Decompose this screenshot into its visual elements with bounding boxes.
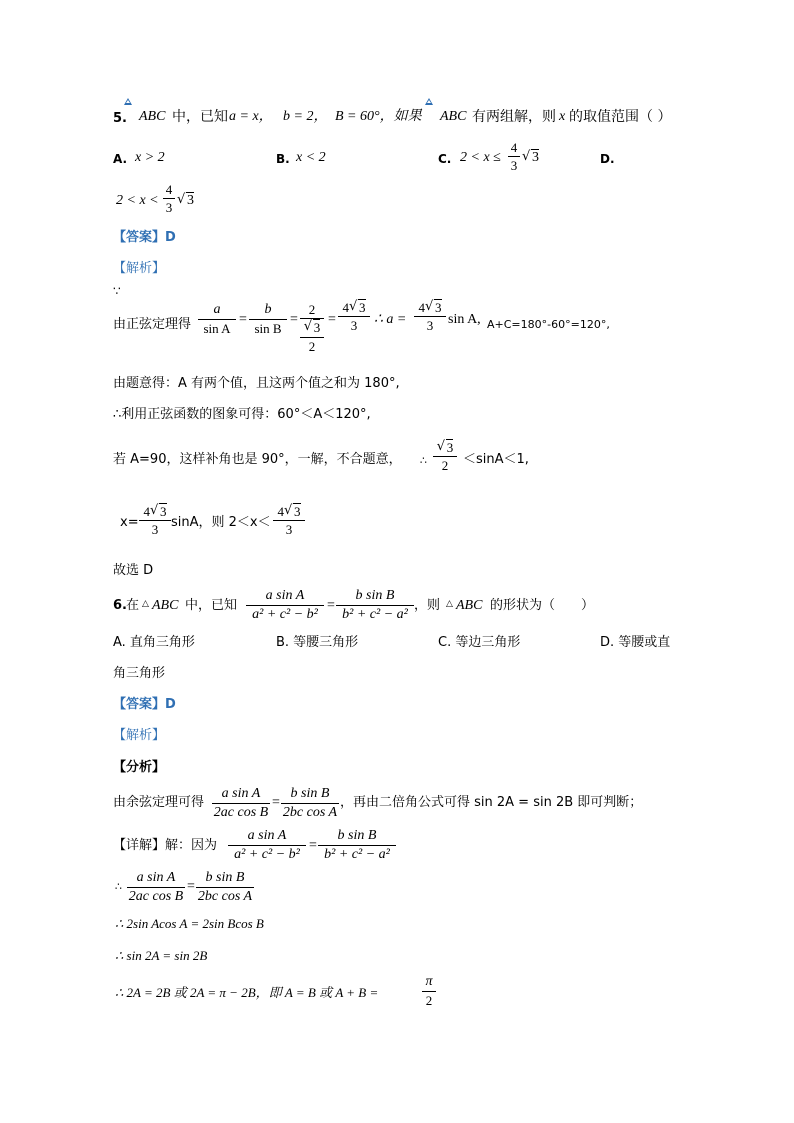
q6-optA: A. 直角三角形 — [113, 635, 195, 650]
q6-frac-g1: a sin A 2ac cos B — [213, 786, 269, 820]
q5-optD-sqrt: √ 3 — [177, 194, 194, 208]
q6-optB: B. 等腰三角形 — [276, 635, 359, 650]
q6-frac-k1: a sin A 2ac cos B — [128, 870, 184, 904]
therefore-symbol: ∴ — [420, 454, 427, 467]
triangle-symbol-icon: △ — [142, 599, 149, 609]
q5-graph-line: ∴利用正弦函数的图象可得：60°＜A＜120°, — [113, 407, 371, 422]
q5-x-eq: x= — [120, 515, 139, 530]
q5-number: 5. — [113, 111, 127, 126]
q6-frac-left: a sin A a² + c² − b² — [246, 589, 324, 622]
q6-step4: ∴ sin 2A = sin 2B — [115, 948, 208, 963]
equals-sign: = — [290, 312, 298, 327]
q5-answer: 【答案】D — [113, 230, 176, 245]
q6-optC: C. 等边三角形 — [438, 635, 521, 650]
q5-frac-2-over: 2 √ 3 2 — [300, 303, 324, 353]
q5-frac-a-sinA: a sin A — [198, 303, 236, 335]
triangle-icon — [425, 98, 433, 105]
q5-frac-upper: 4√ 3 3 — [273, 505, 305, 536]
q6-frac-h1: a sin A a² + c² − b² — [228, 829, 306, 862]
q6-frac-k2: b sin B 2bc cos A — [197, 870, 253, 904]
q6-optD-cont: 角三角形 — [113, 666, 166, 681]
q6-abc-2: ABC — [456, 598, 483, 613]
q5-abc-2: ABC — [440, 109, 467, 124]
q6-answer: 【答案】D — [113, 697, 176, 712]
q6-step5: ∴ 2A = 2B 或 2A = π − 2B，即 A = B 或 A + B = — [115, 985, 379, 1000]
q5-ifA-line: 若 A=90，这样补角也是 90°，一解，不合题意， — [113, 452, 402, 467]
q5-optC-label: C. — [438, 152, 452, 166]
q5-frac-b-sinB: b sin B — [249, 303, 287, 335]
q5-frac-4root3-over-3-b: 4√ 3 3 — [414, 301, 446, 332]
q5-optC-sqrt: √ 3 — [522, 151, 539, 165]
q5-optD-label: D. — [600, 152, 615, 166]
q5-angle-sum: A+C=180°-60°=120°, — [487, 318, 610, 331]
q5-cond-B: B = 60°，如果 — [335, 109, 422, 124]
q6-fenxi-label: 【分析】 — [113, 760, 166, 775]
q6-intro: 在 — [126, 598, 140, 613]
equals-sign: = — [328, 312, 336, 327]
q6-step3: ∴ 2sin Acos A = 2sin Bcos B — [115, 916, 264, 931]
q5-sinA: sin A, — [448, 312, 481, 327]
triangle-symbol-icon: △ — [446, 599, 453, 609]
q5-optD-pre: 2 < x < — [116, 193, 159, 208]
q5-analysis-label: 【解析】 — [113, 261, 166, 276]
q5-optC-fraction: 4 3 — [508, 141, 520, 172]
equals-sign: = — [187, 879, 195, 894]
q6-text-3: 的形状为（ ） — [490, 598, 595, 613]
q5-abc: ABC — [139, 109, 166, 124]
q6-frac-g2: b sin B 2bc cos A — [282, 786, 338, 820]
q6-cos-law-text: 由余弦定理可得 — [113, 795, 205, 810]
q6-frac-pi-over-2: π 2 — [422, 975, 436, 1007]
q5-optC-pre: 2 < x ≤ — [460, 150, 501, 165]
q5-optB-label: B. — [276, 152, 290, 166]
q6-analysis-label: 【解析】 — [113, 728, 166, 743]
q6-optD: D. 等腰或直 — [600, 635, 671, 650]
equals-sign: = — [327, 598, 335, 613]
q5-choose: 故选 D — [113, 563, 154, 578]
because-symbol: ∵ — [113, 284, 121, 298]
triangle-icon — [124, 98, 132, 105]
q6-frac-right: b sin B b² + c² − a² — [336, 589, 414, 622]
q6-number: 6. — [113, 598, 127, 613]
q5-sin-range: ＜sinA＜1, — [463, 452, 529, 467]
q5-then-text: sinA，则 2＜x＜ — [171, 515, 271, 530]
q6-frac-h2: b sin B b² + c² − a² — [318, 829, 396, 862]
q5-cond-b: b = 2， — [283, 109, 328, 124]
q5-optD-fraction: 4 3 — [163, 183, 175, 214]
q6-abc: ABC — [152, 598, 179, 613]
therefore-symbol: ∴ — [115, 880, 122, 893]
q6-detail-text: 【详解】解：因为 — [113, 838, 218, 853]
q5-optB: x < 2 — [296, 150, 326, 165]
q5-text-2: 有两组解，则 — [472, 109, 556, 125]
q5-optA: x > 2 — [135, 150, 165, 165]
q6-text-1: 中，已知 — [185, 598, 238, 613]
q6-text-2: ，则 — [414, 598, 441, 613]
q5-frac-root3-over-2: √ 3 2 — [433, 441, 457, 472]
q5-frac-4root3-over-3: 4√ 3 3 — [338, 301, 370, 332]
equals-sign: = — [272, 795, 280, 810]
q5-optA-label: A. — [113, 152, 128, 166]
q5-text-3: 的取值范围（ ） — [569, 109, 672, 125]
q5-x: x — [559, 109, 566, 124]
equals-sign: = — [239, 312, 247, 327]
q5-meaning-line: 由题意得：A 有两个值，且这两个值之和为 180°, — [113, 376, 400, 391]
equals-sign: = — [309, 838, 317, 853]
q5-cond-a: a = x， — [229, 109, 273, 124]
q5-text-1: 中，已知 — [172, 109, 228, 125]
q5-frac-x: 4√ 3 3 — [139, 505, 171, 536]
q5-law-text: 由正弦定理得 — [113, 317, 192, 332]
q6-double-angle-text: ，再由二倍角公式可得 sin 2A = sin 2B 即可判断； — [340, 795, 643, 810]
q5-therefore-a: ∴ a = — [374, 312, 407, 327]
